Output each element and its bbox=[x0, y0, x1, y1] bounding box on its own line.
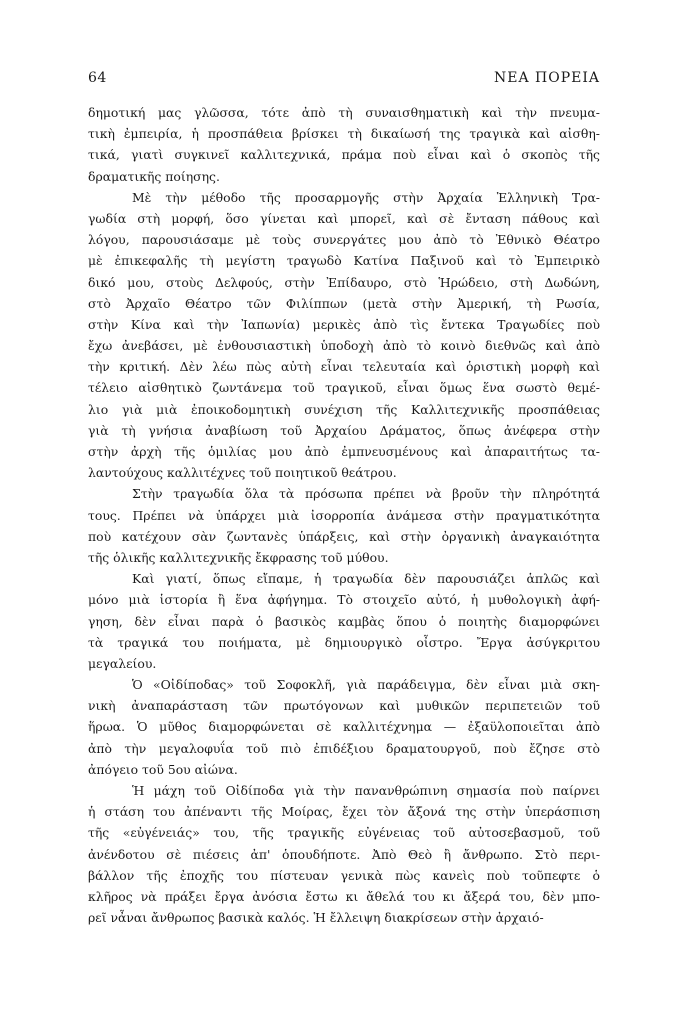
text-line: βάλλον τῆς ἐποχῆς του πίστευαν γενικὰ πὼς κανεὶς ποὺ τοῦπεφτε ὁ bbox=[88, 867, 600, 883]
text-line: ρεῖ νἆναι ἄνθρωπος βασικὰ καλός. Ἡ ἔλλειψη διακρίσεων στὴν ἀρχαιό- bbox=[88, 910, 544, 926]
text-line: ἔχω ἀνεβάσει, μὲ ἐνθουσιαστικὴ ὑποδοχὴ ἀπὸ τὸ κοινὸ διεθνῶς καὶ ἀπὸ bbox=[88, 338, 600, 354]
text-line: στὴν ἀρχὴ τῆς ὁμιλίας μου ἀπὸ ἐμπνευσμένους καὶ ἀπαραιτήτως τα- bbox=[88, 444, 600, 459]
text-line: κλῆρος νὰ πράξει ἔργα ἀνόσια ἔστω κι ἄθελά του κι ἄξερά του, δὲν μπο- bbox=[88, 888, 600, 904]
text-line: μεγαλείου. bbox=[88, 655, 157, 671]
text-line: ἀνένδοτου σὲ πιέσεις ἀπ' ὁπουδήποτε. Ἀπὸ Θεὸ ἢ ἄνθρωπο. Στὸ περι- bbox=[88, 846, 600, 862]
text-line: δραματικῆς ποίησης. bbox=[88, 168, 220, 184]
text-line: ἀπόγειο τοῦ 5ου αἰώνα. bbox=[88, 761, 238, 777]
paragraph bbox=[88, 780, 600, 928]
text-line: γωδία στὴ μορφή, ὅσο γίνεται καὶ μπορεῖ, καὶ σὲ ἔνταση πάθους καὶ bbox=[88, 210, 600, 226]
text-line: δημοτική μας γλῶσσα, τότε ἀπὸ τὴ συναισθηματικὴ καὶ τὴν πνευμα- bbox=[88, 105, 600, 120]
text-line: λιο γιὰ μιὰ ἐποικοδομητικὴ συνέχιση τῆς Καλλιτεχνικῆς προσπάθειας bbox=[88, 401, 600, 417]
text-line: τῆς «εὐγένειάς» του, τῆς τραγικῆς εὐγένειας τοῦ αὐτοσεβασμοῦ, τοῦ bbox=[88, 825, 600, 841]
text-line: τὴν κριτική. Δὲν λέω πὼς αὐτὴ εἶναι τελευταία καὶ ὁριστικὴ μορφὴ καὶ bbox=[88, 359, 600, 375]
running-title: ΝΕΑ ΠΟΡΕΙΑ bbox=[494, 70, 600, 86]
text-line: λαντούχους καλλιτέχνες τοῦ ποιητικοῦ θεάτρου. bbox=[88, 465, 397, 481]
page-number: 64 bbox=[88, 70, 107, 86]
text-line: μὲ ἐπικεφαλῆς τὴ μεγίστη τραγωδὸ Κατίνα Παξινοῦ καὶ τὸ Ἐμπειρικὸ bbox=[88, 253, 600, 269]
text-line: Ἡ μάχη τοῦ Οἰδίποδα γιὰ τὴν πανανθρώπινη σημασία ποὺ παίρνει bbox=[132, 783, 600, 798]
text-line: ἀπὸ τὴν μεγαλοφυΐα τοῦ πιὸ ἐπιδέξιου δραματουργοῦ, ποὺ ἔζησε στὸ bbox=[88, 740, 600, 756]
text-line: μόνο μιὰ ἱστορία ἢ ἕνα ἀφήγημα. Τὸ στοιχεῖο αὐτό, ἡ μυθολογικὴ ἀφή- bbox=[88, 592, 600, 608]
text-line: στὴν Κίνα καὶ τὴν Ἰαπωνία) μερικὲς ἀπὸ τὶς ἔντεκα Τραγωδίες ποὺ bbox=[88, 316, 600, 332]
text-line: Ὁ «Οἰδίποδας» τοῦ Σοφοκλῆ, γιὰ παράδειγμα, δὲν εἶναι μιὰ σκη- bbox=[132, 677, 600, 693]
text-line: Στὴν τραγωδία ὅλα τὰ πρόσωπα πρέπει νὰ βροῦν τὴν πληρότητά bbox=[132, 486, 600, 502]
body-text bbox=[88, 102, 600, 928]
text-line: ἡ στάση του ἀπέναντι τῆς Μοίρας, ἔχει τὸν ἄξονά της στὴν ὑπεράσπιση bbox=[88, 804, 600, 820]
text-line: στὸ Ἀρχαῖο Θέατρο τῶν Φιλίππων (μετὰ στὴν Ἀμερική, τὴ Ρωσία, bbox=[88, 295, 600, 311]
text-line: ἥρωα. Ὁ μῦθος διαμορφώνεται σὲ καλλιτέχνημα — ἐξαϋλοποιεῖται ἀπὸ bbox=[88, 719, 600, 735]
text-line: δικό μου, στοὺς Δελφούς, στὴν Ἐπίδαυρο, στὸ Ἡρώδειο, στὴ Δωδώνη, bbox=[88, 274, 600, 290]
paragraph bbox=[88, 483, 600, 568]
text-line: ποὺ κατέχουν σὰν ζωντανὲς ὑπάρξεις, καὶ στὴν ὀργανικὴ ἀναγκαιότητα bbox=[88, 528, 600, 544]
paragraph bbox=[88, 674, 600, 780]
page-header bbox=[88, 70, 600, 92]
text-line: τικά, γιατὶ συγκινεῖ καλλιτεχνικά, πράμα ποὺ εἶναι καὶ ὁ σκοπὸς τῆς bbox=[88, 147, 600, 163]
text-line: γηση, δὲν εἶναι παρὰ ὁ βασικὸς καμβὰς ὅπου ὁ ποιητὴς διαμορφώνει bbox=[88, 613, 600, 629]
paragraph bbox=[88, 187, 600, 484]
text-line: λόγου, παρουσιάσαμε μὲ τοὺς συνεργάτες μου ἀπὸ τὸ Ἐθνικὸ Θέατρο bbox=[88, 232, 600, 248]
text-line: νικὴ ἀναπαράσταση τῶν πρωτόγονων καὶ μυθικῶν περιπετειῶν τοῦ bbox=[88, 698, 600, 714]
text-line: τους. Πρέπει νὰ ὑπάρχει μιὰ ἰσορροπία ἀνάμεσα στὴν πραγματικότητα bbox=[88, 507, 600, 523]
text-line: τὰ τραγικά του ποιήματα, μὲ δημιουργικὸ οἶστρο. Ἔργα ἀσύγκριτου bbox=[88, 634, 600, 650]
text-line: τῆς ὁλικῆς καλλιτεχνικῆς ἔκφρασης τοῦ μύθου. bbox=[88, 549, 389, 565]
text-line: τικὴ ἐμπειρία, ἡ προσπάθεια βρίσκει τὴ δικαίωσή της τραγικὰ καὶ αἰσθη- bbox=[88, 126, 600, 142]
paragraph bbox=[88, 102, 600, 187]
text-line: Καὶ γιατί, ὅπως εἴπαμε, ἡ τραγωδία δὲν παρουσιάζει ἁπλῶς καὶ bbox=[132, 571, 600, 587]
text-line: τέλειο αἰσθητικὸ ζωντάνεμα τοῦ τραγικοῦ, εἶναι ὅμως ἕνα σωστὸ θεμέ- bbox=[88, 380, 600, 396]
text-line: γιὰ τὴ γνήσια ἀναβίωση τοῦ Ἀρχαίου Δράματος, ὅπως ἀνέφερα στὴν bbox=[88, 422, 600, 438]
text-line: Μὲ τὴν μέθοδο τῆς προσαρμογῆς στὴν Ἀρχαία Ἑλληνικὴ Τρα- bbox=[132, 189, 600, 205]
paragraph bbox=[88, 568, 600, 674]
